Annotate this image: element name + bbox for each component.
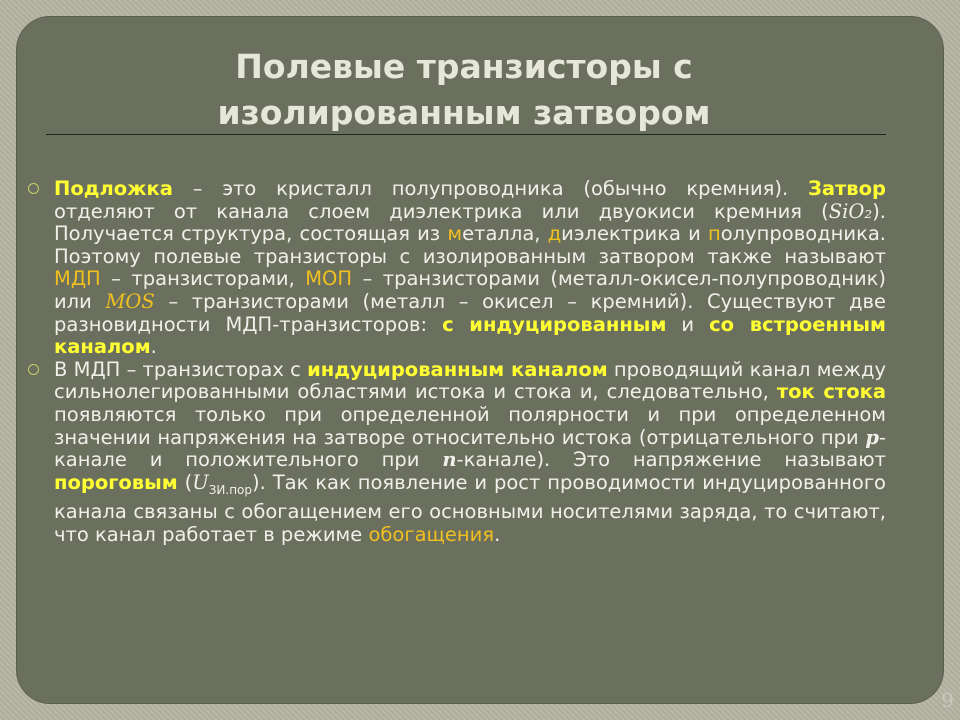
text-run: . xyxy=(494,522,501,546)
text-run: еталла, xyxy=(462,222,548,246)
text-run: В МДП – транзисторах с xyxy=(54,357,308,381)
text-run: . xyxy=(150,335,157,359)
term-mop: МОП xyxy=(305,267,353,291)
title-line-1: Полевые транзисторы с xyxy=(235,47,693,86)
text-run: – это кристалл полупроводника (обычно кремния). xyxy=(172,177,808,200)
letter-m: м xyxy=(447,222,463,246)
letter-p: п xyxy=(708,222,721,246)
symbol-u: U xyxy=(192,470,209,494)
page-number: 9 xyxy=(941,688,954,712)
term-gate: Затвор xyxy=(807,177,886,200)
text-run: проводящий канал между сильнолегированными областями истока и стока и, следовательно, xyxy=(54,357,886,404)
text-run: -канале). Это напряжение называют xyxy=(456,448,887,472)
slide-body xyxy=(54,178,886,546)
text-run: -канале и положительного при xyxy=(54,425,886,472)
term-substrate: Подложка xyxy=(54,177,173,200)
text-run: олупроводника. Поэтому полевые транзисторы с изолированным затвором также называют xyxy=(54,222,886,268)
text-run: отделяют от канала слоем диэлектрика или двуокиси кремния ( xyxy=(54,199,829,223)
letter-d: д xyxy=(547,222,562,246)
term-threshold: пороговым xyxy=(54,470,178,494)
text-run: ). Так как появление и рост проводимости индуцированного канала связаны с обогащением его основными носителями заряда, то считают, что канал работает в режиме xyxy=(54,470,886,546)
term-mdp: МДП xyxy=(54,267,101,291)
text-run: ( xyxy=(177,470,193,494)
term-mos: MOS xyxy=(105,289,155,313)
text-run: появляются только при определенной полярности и при определенном значении напряжения на затворе относительно истока (отрицательного при xyxy=(54,402,886,449)
title-divider xyxy=(46,134,886,135)
term-induced-channel: индуцированным каналом xyxy=(307,357,608,381)
symbol-n: n xyxy=(442,448,457,472)
title-line-2: изолированным затвором xyxy=(217,93,711,132)
text-run: иэлектрика и xyxy=(561,222,708,246)
symbol-p: p xyxy=(865,425,879,449)
bullet-paragraph-1 xyxy=(54,178,886,359)
term-enhancement: обогащения xyxy=(368,522,495,546)
bullet-paragraph-2 xyxy=(54,359,886,547)
term-induced: с индуцированным xyxy=(442,312,667,336)
text-run: – транзисторами (металл – окисел – кремний). Существуют две разновидности МДП-транзисторов: xyxy=(54,289,886,336)
term-drain-current: ток стока xyxy=(776,380,887,404)
term-built-in-channel: со встроенным каналом xyxy=(54,312,886,359)
text-run: ). Получается структура, состоящая из xyxy=(54,199,886,246)
slide-title xyxy=(0,44,944,136)
text-run: – транзисторами, xyxy=(100,267,306,291)
bullet-circle-icon xyxy=(28,364,39,375)
text-run: и xyxy=(666,312,710,336)
text-run: – транзисторами (металл-окисел-полупроводник) или xyxy=(54,267,887,313)
formula-sio2: SiO₂ xyxy=(828,199,873,223)
subscript-zi-por: ЗИ.пор xyxy=(208,482,252,497)
bullet-circle-icon xyxy=(28,183,39,194)
